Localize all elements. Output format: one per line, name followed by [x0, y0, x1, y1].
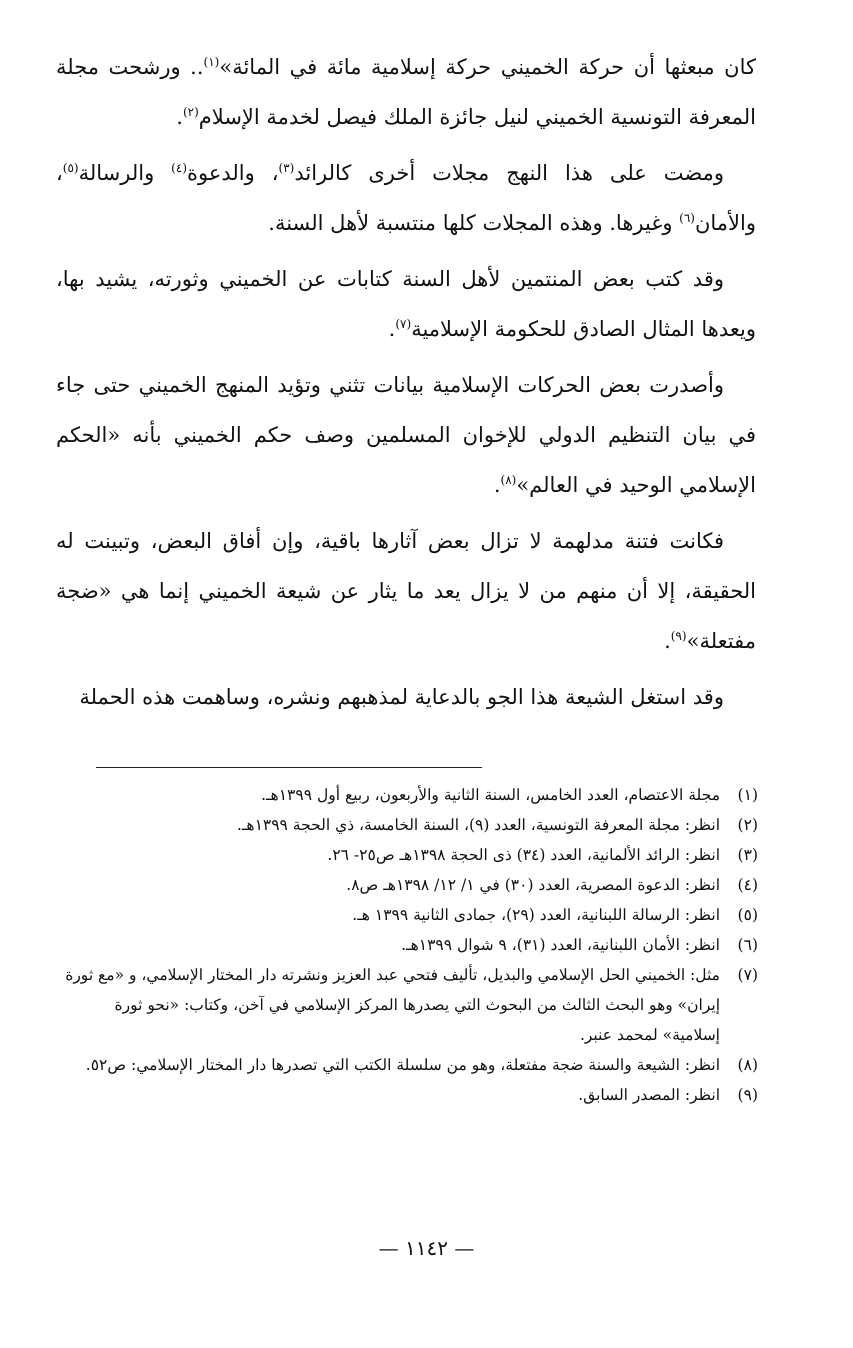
paragraph-text: . [664, 629, 671, 653]
footnote [56, 900, 758, 930]
footnote-ref[interactable]: (١) [203, 55, 220, 69]
paragraph-text: فكانت فتنة مدلهمة لا تزال بعض آثارها باقية، وإن أفاق البعض، وتبينت له الحقيقة، إلا أن منهم من لا يزال يعد ما يثار عن شيعة الخميني إنما هي «ضجة مفتعلة» [56, 529, 756, 653]
paragraph-text: والرسالة [78, 161, 172, 185]
footnote [56, 960, 758, 1050]
footnote-ref[interactable]: (٧) [395, 317, 412, 331]
footnote-ref[interactable]: (٢) [182, 105, 199, 119]
footnote-number: (٤) [737, 876, 758, 894]
footnote-text: انظر: مجلة المعرفة التونسية، العدد (٩)، السنة الخامسة، ذي الحجة ١٣٩٩هـ. [236, 816, 720, 834]
paragraph-text: . [388, 317, 396, 341]
footnote-text: انظر: المصدر السابق. [578, 1086, 720, 1104]
footnote-number: (٧) [737, 966, 758, 984]
footnote-number: (٦) [737, 936, 758, 954]
footnote-text: مجلة الاعتصام، العدد الخامس، السنة الثانية والأربعون، ربيع أول ١٣٩٩هـ. [261, 786, 720, 804]
paragraph [56, 254, 756, 354]
paragraph-text: وأصدرت بعض الحركات الإسلامية بيانات تثني وتؤيد المنهج الخميني حتى جاء في بيان التنظيم الدولي للإخوان المسلمين وصف حكم الخميني بأنه «الحكم الإسلامي الوحيد في العالم» [56, 373, 756, 497]
footnote-ref[interactable]: (٥) [62, 161, 79, 175]
paragraph [56, 516, 756, 666]
paragraph-text: كان مبعثها أن حركة الخميني حركة إسلامية مائة في المائة» [219, 55, 756, 79]
paragraph [56, 672, 756, 722]
paragraph-text: وقد استغل الشيعة هذا الجو بالدعاية لمذهبهم ونشره، وساهمت هذه الحملة [79, 685, 724, 709]
footnote-number: (٢) [737, 816, 758, 834]
footnote-separator [96, 767, 482, 768]
paragraph [56, 42, 756, 142]
footnote-number: (٨) [737, 1056, 758, 1074]
paragraph [56, 148, 756, 248]
footnotes [56, 780, 758, 1110]
footnote-number: (١) [737, 786, 758, 804]
paragraph-text: ومضت على هذا النهج مجلات أخرى كالرائد [294, 161, 724, 185]
footnote [56, 780, 758, 810]
footnote-ref[interactable]: (٤) [171, 161, 187, 175]
footnote-text: انظر: الرسالة اللبنانية، العدد (٢٩)، جمادى الثانية ١٣٩٩ هـ. [352, 906, 720, 924]
footnote [56, 1080, 758, 1110]
main-text [56, 42, 756, 728]
paragraph-text: . [493, 473, 501, 497]
footnote [56, 930, 758, 960]
paragraph-text: ، والدعوة [187, 161, 279, 185]
footnote-text: انظر: الأمان اللبنانية، العدد (٣١)، ٩ شوال ١٣٩٩هـ. [401, 936, 720, 954]
footnote-ref[interactable]: (٩) [670, 629, 687, 643]
page-number: — ١١٤٢ — [378, 1236, 475, 1260]
footnote-number: (٩) [737, 1086, 758, 1104]
paragraph-text: . [176, 105, 183, 129]
footnote-number: (٥) [737, 906, 758, 924]
paragraph-text: .. ورشحت مجلة المعرفة التونسية الخميني لنيل جائزة الملك فيصل لخدمة الإسلام [56, 55, 756, 129]
paragraph-text: ، والأمان [56, 161, 756, 235]
footnote-ref[interactable]: (٨) [500, 473, 517, 487]
footnote-text: انظر: الدعوة المصرية، العدد (٣٠) في ١/ ١٢/ ١٣٩٨هـ ص٨. [346, 876, 720, 894]
footnote [56, 1050, 758, 1080]
paragraph-text: وقد كتب بعض المنتمين لأهل السنة كتابات عن الخميني وثورته، يشيد بها، ويعدها المثال الصادق للحكومة الإسلامية [56, 267, 756, 341]
paragraph-text: وغيرها. وهذه المجلات كلها منتسبة لأهل السنة. [268, 211, 680, 235]
footnote-text: انظر: الرائد الألمانية، العدد (٣٤) ذى الحجة ١٣٩٨هـ ص٢٥- ٢٦. [327, 846, 720, 864]
footnote [56, 840, 758, 870]
paragraph [56, 360, 756, 510]
footnote-text: انظر: الشيعة والسنة ضجة مفتعلة، وهو من سلسلة الكتب التي تصدرها دار المختار الإسلامي: ص٥٢. [85, 1056, 720, 1074]
footnote [56, 870, 758, 900]
footnote-number: (٣) [737, 846, 758, 864]
footnote-ref[interactable]: (٦) [679, 211, 695, 225]
footnote-text: مثل: الخميني الحل الإسلامي والبديل، تأليف فتحي عبد العزيز ونشرته دار المختار الإسلامي، و «مع ثورة إيران» وهو البحث الثالث من البحوث التي يصدرها المركز الإسلامي في آخن، وكتاب: «نحو ثورة إسلامية» لمحمد عنبر. [65, 966, 720, 1044]
footnote-ref[interactable]: (٣) [278, 161, 295, 175]
footnote [56, 810, 758, 840]
